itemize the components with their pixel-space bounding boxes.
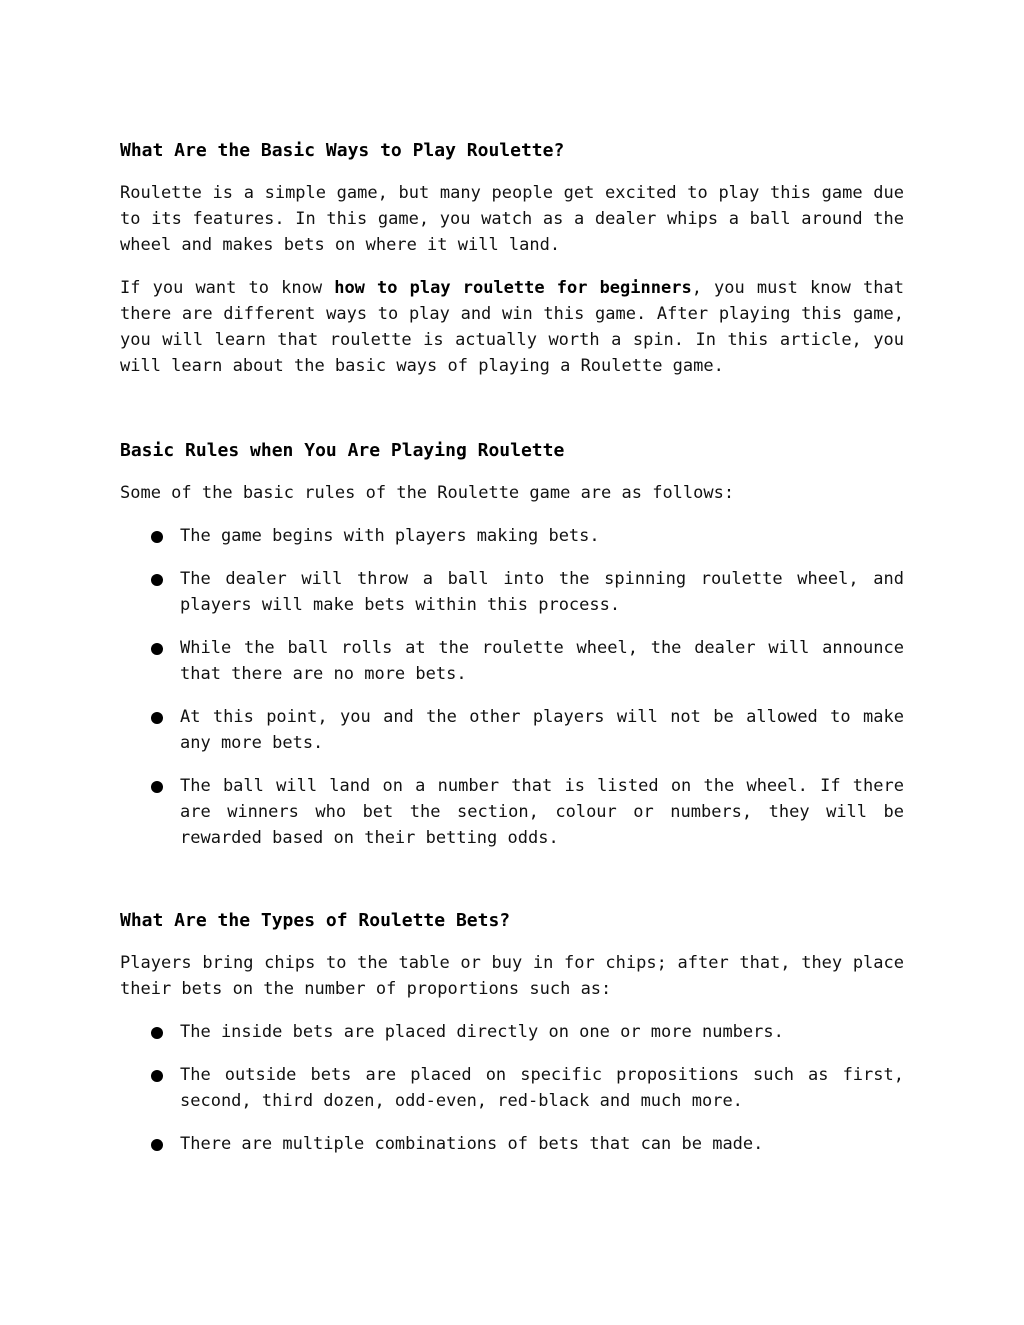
paragraph-beginners-start: If you want to know: [120, 278, 335, 298]
bullet-icon: [151, 712, 163, 724]
section-basic-ways: [120, 138, 904, 379]
list-item: [120, 773, 904, 851]
list-item: [120, 1131, 904, 1157]
document-body: [120, 138, 904, 1174]
list-item: [120, 635, 904, 687]
bold-phrase-beginners: how to play roulette for beginners: [334, 278, 692, 298]
list-item-text: The outside bets are placed on specific propositions such as first, second, third dozen, odd-even, red-black and much more.: [180, 1065, 904, 1111]
list-item-text: The game begins with players making bets.: [180, 526, 600, 546]
paragraph-intro: Roulette is a simple game, but many people get excited to play this game due to its features. In this game, you watch as a dealer whips a ball around the wheel and makes bets on where it will land.: [120, 183, 904, 255]
section-bet-types: [120, 908, 904, 1157]
list-item-text: At this point, you and the other players will not be allowed to make any more bets.: [180, 707, 904, 753]
section-basic-rules: [120, 438, 904, 851]
list-item-text: The inside bets are placed directly on one or more numbers.: [180, 1022, 784, 1042]
heading-basic-rules: Basic Rules when You Are Playing Roulette: [120, 440, 565, 461]
bullet-icon: [151, 531, 163, 543]
paragraph-bets-intro: Players bring chips to the table or buy in for chips; after that, they place their bets on the number of proportions such as:: [120, 953, 904, 999]
paragraph-rules-intro: Some of the basic rules of the Roulette game are as follows:: [120, 483, 735, 503]
list-item: [120, 523, 904, 549]
bullet-icon: [151, 781, 163, 793]
bullet-icon: [151, 643, 163, 655]
list-item-text: There are multiple combinations of bets that can be made.: [180, 1134, 764, 1154]
bullet-icon: [151, 1027, 163, 1039]
rules-list: [120, 523, 904, 851]
list-item: [120, 704, 904, 756]
list-item-text: The ball will land on a number that is listed on the wheel. If there are winners who bet the section, colour or numbers, they will be rewarded based on their betting odds.: [180, 776, 904, 848]
list-item-text: While the ball rolls at the roulette wheel, the dealer will announce that there are no more bets.: [180, 638, 904, 684]
paragraph-beginners-end: , you must know that there are different ways to play and win this game. After playing this game, you will learn that roulette is actually worth a spin. In this article, you will learn about the basic ways of playing a Roulette game.: [120, 278, 904, 376]
bullet-icon: [151, 574, 163, 586]
bullet-icon: [151, 1070, 163, 1082]
heading-bet-types: What Are the Types of Roulette Bets?: [120, 910, 511, 931]
bet-types-list: [120, 1019, 904, 1157]
list-item: [120, 1019, 904, 1045]
bullet-icon: [151, 1139, 163, 1151]
paragraph-beginners: [120, 275, 904, 379]
list-item: [120, 566, 904, 618]
list-item-text: The dealer will throw a ball into the spinning roulette wheel, and players will make bets within this process.: [180, 569, 904, 615]
heading-basic-ways: What Are the Basic Ways to Play Roulette?: [120, 140, 565, 161]
list-item: [120, 1062, 904, 1114]
